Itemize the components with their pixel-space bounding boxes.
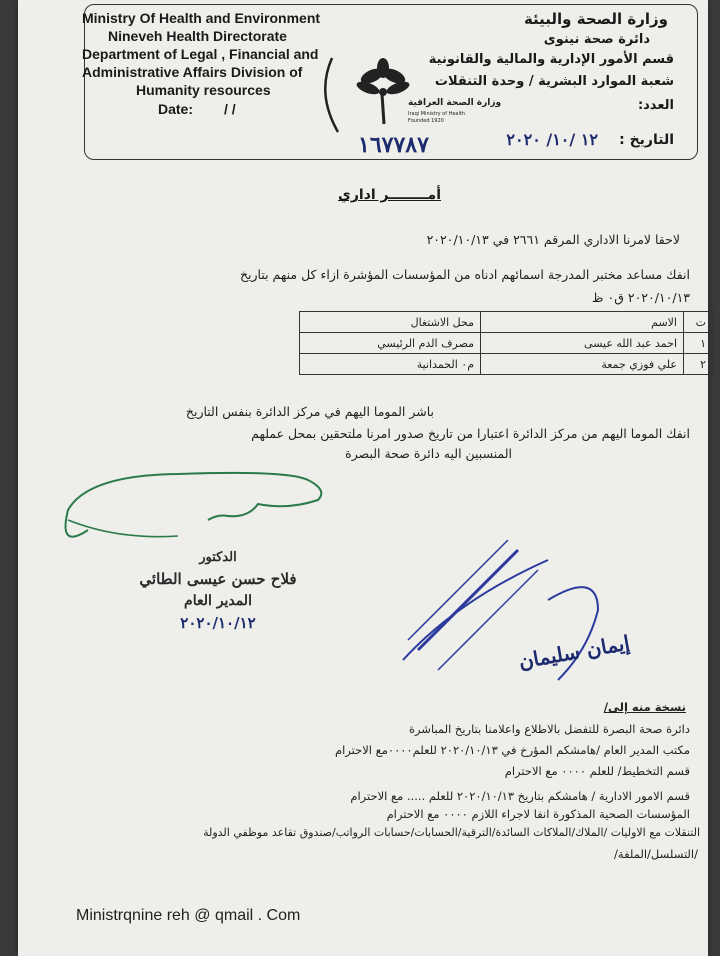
header-en-date-value: / / — [224, 101, 236, 117]
employees-table — [299, 311, 713, 375]
cell-name: علي فوزي جمعة — [481, 354, 684, 375]
header-workplace: محل الاشتغال — [300, 312, 481, 333]
cell-workplace: م٠ الحمدانية — [300, 354, 481, 375]
header-ar-line2: دائرة صحة نينوى — [543, 32, 650, 47]
header-ar-line3: قسم الأمور الإدارية والمالية والقانونية — [428, 52, 674, 67]
header-ar-line1: وزارة الصحة والبيئة — [523, 10, 668, 28]
cell-name: احمد عبد الله عيسى — [481, 333, 684, 354]
stamp-name: إيمان سليمان — [516, 630, 632, 674]
header-en-line3: Department of Legal , Financial and — [82, 46, 319, 62]
header-ar-date-label: التاريخ : — [619, 132, 674, 148]
logo-name-en: Iraqi Ministry of Health — [408, 111, 466, 117]
table-header-row — [300, 312, 713, 333]
handwritten-ref-number: ١٦٧٧٨٧ — [358, 132, 429, 158]
handwritten-signature — [58, 460, 338, 550]
body-line1: انفك مساعد مختبر المدرجة اسمائهم ادناه من المؤسسات المؤشرة ازاء كل منهم بتاريخ — [239, 267, 690, 282]
header-ar-number-label: العدد: — [637, 98, 674, 113]
footer-email: Ministrqnine reh @ qmail . Com — [76, 907, 301, 924]
header-ar-line4: شعبة الموارد البشرية / وحدة التنقلات — [434, 74, 674, 89]
logo-founded: Founded 1920 — [408, 118, 444, 124]
cc-item-2: مكتب المدير العام /هامشكم المؤرخ في ٢٠٢٠/١٠/١٣ للعلم٠٠٠٠مع الاحترام — [334, 743, 690, 757]
cell-workplace: مصرف الدم الرئيسي — [300, 333, 481, 354]
header-en-line5: Humanity resources — [136, 82, 271, 98]
table-row — [300, 354, 713, 375]
cc-item-5: المؤسسات الصحية المذكورة انفا لاجراء اللازم ٠٠٠٠ مع الاحترام — [386, 807, 690, 821]
reference-line: لاحقا لامرنا الاداري المرقم ٢٦٦١ في ٢٠٢٠/١٠/١٣ — [426, 232, 680, 247]
official-stamp — [398, 540, 618, 700]
header-name: الاسم — [481, 312, 684, 333]
ministry-logo — [324, 54, 502, 138]
after-table-line2: انفك الموما اليهم من مركز الدائرة اعتبارا من تاريخ صدور امرنا ملتحقين بمحل عملهم — [251, 426, 690, 441]
header-en-line1: Ministry Of Health and Environment — [82, 10, 321, 26]
header-en-date-label: Date: — [158, 101, 194, 117]
signatory-position: المدير العام — [184, 593, 252, 609]
body-line2: ٢٠٢٠/١٠/١٣ ق٠ ظ — [591, 290, 690, 305]
header-en-line2: Nineveh Health Directorate — [108, 28, 287, 44]
after-table-line3: المنسبين اليه دائرة صحة البصرة — [345, 446, 512, 461]
header-en-line4: Administrative Affairs Division of — [82, 64, 303, 80]
cc-item-1: دائرة صحة البصرة للتفضل بالاطلاع واعلامنا بتاريخ المباشرة — [408, 722, 690, 736]
cc-heading: نسخة منه إلى/ — [603, 700, 686, 714]
cc-item-4: قسم الامور الادارية / هامشكم بتاريخ ٢٠٢٠/١٠/١٣ للعلم ..... مع الاحترام — [350, 789, 690, 803]
signatory-title: الدكتور — [199, 550, 237, 565]
signatory-block — [118, 548, 318, 634]
after-table-line1: باشر الموما اليهم في مركز الدائرة بنفس التاريخ — [185, 404, 434, 419]
order-title: أمــــــــر اداري — [338, 187, 442, 203]
cc-item-7: /التسلسل/الملفة/ — [614, 847, 698, 861]
cc-item-3: قسم التخطيط/ للعلم ٠٠٠٠ مع الاحترام — [504, 764, 690, 778]
logo-name-ar: وزارة الصحة العراقية — [408, 98, 502, 108]
table-row — [300, 333, 713, 354]
palm-tree-icon — [324, 54, 444, 138]
cc-item-6: التنقلات مع الاوليات /الملاك/الملاكات السائدة/الترقية/الحسابات/حسابات الرواتب/صندوق تقاعد موظفي الدولة — [203, 826, 700, 839]
header-ar-date-value: ١٢ /١٠/ ٢٠٢٠ — [506, 130, 598, 149]
header-index: ت — [684, 312, 713, 333]
cell-index: ٢ — [684, 354, 713, 375]
signatory-date: ٢٠٢٠/١٠/١٢ — [180, 614, 256, 632]
signatory-name: فلاح حسن عيسى الطائي — [139, 570, 297, 588]
cell-index: ١ — [684, 333, 713, 354]
document-page — [18, 0, 708, 956]
